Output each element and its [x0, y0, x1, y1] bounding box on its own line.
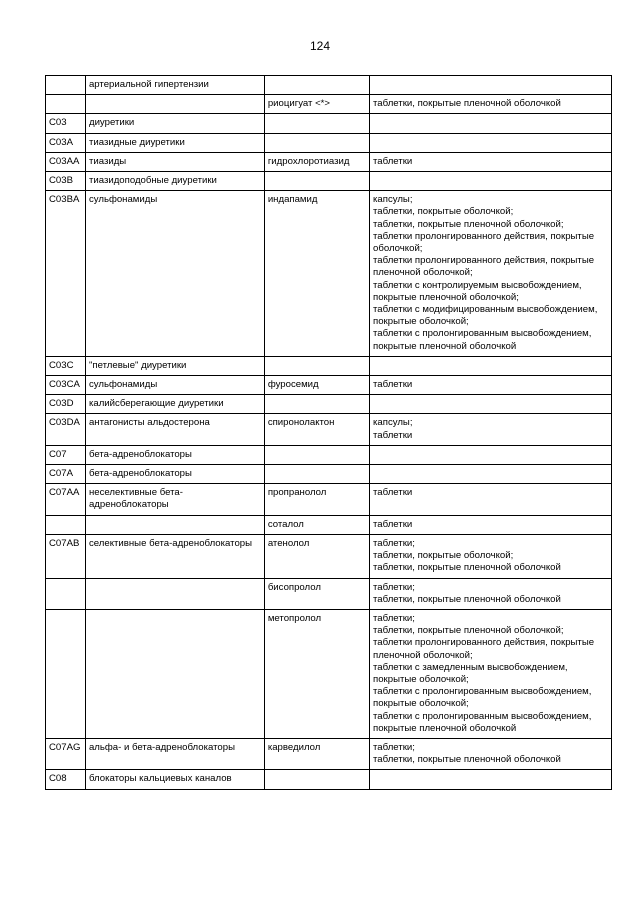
table-row — [46, 738, 612, 769]
table-row — [46, 395, 612, 414]
cell-code: C03DA — [46, 414, 86, 445]
cell-form: капсулы; таблетки, покрытые оболочкой; таблетки, покрытые пленочной оболочкой; таблетки пролонгированного действия, покрытые оболочкой; таблетки пролонгированного действия, покрытые пленочной оболочкой; таблетки с контролируемым высвобождением, покрытые пленочной оболочкой; таблетки с модифицированным высвобождением, покрытые оболочкой; таблетки с пролонгированным высвобождением, покрытые пленочной оболочкой — [370, 191, 612, 357]
cell-inn: метопролол — [264, 609, 369, 738]
cell-group: блокаторы кальциевых каналов — [85, 770, 264, 789]
cell-code — [46, 76, 86, 95]
cell-code: C03A — [46, 133, 86, 152]
cell-inn — [264, 465, 369, 484]
cell-group — [85, 515, 264, 534]
table-row — [46, 578, 612, 609]
cell-code: C03CA — [46, 376, 86, 395]
table-row — [46, 114, 612, 133]
cell-inn — [264, 395, 369, 414]
cell-code: C07AA — [46, 484, 86, 515]
table-row — [46, 76, 612, 95]
table-row — [46, 356, 612, 375]
cell-group: неселективные бета-адреноблокаторы — [85, 484, 264, 515]
table-row — [46, 152, 612, 171]
cell-group: антагонисты альдостерона — [85, 414, 264, 445]
cell-group: бета-адреноблокаторы — [85, 465, 264, 484]
cell-form: таблетки — [370, 152, 612, 171]
cell-inn: спиронолактон — [264, 414, 369, 445]
cell-code: C03AA — [46, 152, 86, 171]
cell-group: тиазидные диуретики — [85, 133, 264, 152]
cell-inn: атенолол — [264, 534, 369, 578]
cell-group: сульфонамиды — [85, 376, 264, 395]
cell-inn — [264, 133, 369, 152]
cell-code — [46, 95, 86, 114]
cell-form — [370, 114, 612, 133]
table-row — [46, 465, 612, 484]
cell-code: C07AB — [46, 534, 86, 578]
cell-group: "петлевые" диуретики — [85, 356, 264, 375]
cell-group: селективные бета-адреноблокаторы — [85, 534, 264, 578]
table-row — [46, 95, 612, 114]
cell-code: C07 — [46, 445, 86, 464]
cell-code — [46, 609, 86, 738]
cell-inn: риоцигуат <*> — [264, 95, 369, 114]
cell-inn: пропранолол — [264, 484, 369, 515]
cell-form — [370, 445, 612, 464]
cell-form — [370, 172, 612, 191]
cell-inn — [264, 445, 369, 464]
cell-form: таблетки — [370, 515, 612, 534]
cell-form: таблетки — [370, 376, 612, 395]
cell-inn — [264, 76, 369, 95]
table-row — [46, 376, 612, 395]
cell-form — [370, 465, 612, 484]
cell-form: таблетки; таблетки, покрытые пленочной оболочкой — [370, 738, 612, 769]
cell-form — [370, 133, 612, 152]
cell-code: C07A — [46, 465, 86, 484]
cell-code: C03B — [46, 172, 86, 191]
cell-form — [370, 356, 612, 375]
cell-code: C07AG — [46, 738, 86, 769]
table-row — [46, 414, 612, 445]
cell-group: альфа- и бета-адреноблокаторы — [85, 738, 264, 769]
cell-code: C03BA — [46, 191, 86, 357]
cell-inn — [264, 114, 369, 133]
cell-form — [370, 770, 612, 789]
cell-form: таблетки; таблетки, покрытые пленочной оболочкой; таблетки пролонгированного действия, покрытые пленочной оболочкой; таблетки с замедленным высвобождением, покрытые оболочкой; таблетки с пролонгированным высвобождением, покрытые оболочкой; таблетки с пролонгированным высвобождением, покрытые пленочной оболочкой — [370, 609, 612, 738]
cell-group: сульфонамиды — [85, 191, 264, 357]
cell-code: C03 — [46, 114, 86, 133]
cell-inn: индапамид — [264, 191, 369, 357]
cell-inn: карведилол — [264, 738, 369, 769]
cell-inn: гидрохлоротиазид — [264, 152, 369, 171]
cell-group: бета-адреноблокаторы — [85, 445, 264, 464]
table-row — [46, 484, 612, 515]
table-row — [46, 609, 612, 738]
cell-code — [46, 515, 86, 534]
cell-form: таблетки — [370, 484, 612, 515]
cell-group: диуретики — [85, 114, 264, 133]
cell-code: C03D — [46, 395, 86, 414]
cell-form — [370, 395, 612, 414]
table-row — [46, 172, 612, 191]
cell-form: капсулы; таблетки — [370, 414, 612, 445]
cell-form: таблетки, покрытые пленочной оболочкой — [370, 95, 612, 114]
cell-inn: бисопролол — [264, 578, 369, 609]
cell-form: таблетки; таблетки, покрытые пленочной оболочкой — [370, 578, 612, 609]
table-row — [46, 133, 612, 152]
cell-code: C08 — [46, 770, 86, 789]
cell-inn — [264, 770, 369, 789]
cell-group: тиазидоподобные диуретики — [85, 172, 264, 191]
table-row — [46, 534, 612, 578]
cell-inn — [264, 356, 369, 375]
cell-code: C03C — [46, 356, 86, 375]
cell-group: тиазиды — [85, 152, 264, 171]
cell-form — [370, 76, 612, 95]
cell-group: артериальной гипертензии — [85, 76, 264, 95]
drug-table-body — [46, 76, 612, 790]
cell-group — [85, 95, 264, 114]
cell-inn: соталол — [264, 515, 369, 534]
cell-group: калийсберегающие диуретики — [85, 395, 264, 414]
page-number: 124 — [309, 39, 331, 53]
cell-group — [85, 578, 264, 609]
cell-form: таблетки; таблетки, покрытые оболочкой; таблетки, покрытые пленочной оболочкой — [370, 534, 612, 578]
cell-inn: фуросемид — [264, 376, 369, 395]
table-row — [46, 191, 612, 357]
cell-group — [85, 609, 264, 738]
drug-table — [45, 75, 612, 790]
cell-code — [46, 578, 86, 609]
table-row — [46, 770, 612, 789]
table-row — [46, 515, 612, 534]
table-row — [46, 445, 612, 464]
cell-inn — [264, 172, 369, 191]
